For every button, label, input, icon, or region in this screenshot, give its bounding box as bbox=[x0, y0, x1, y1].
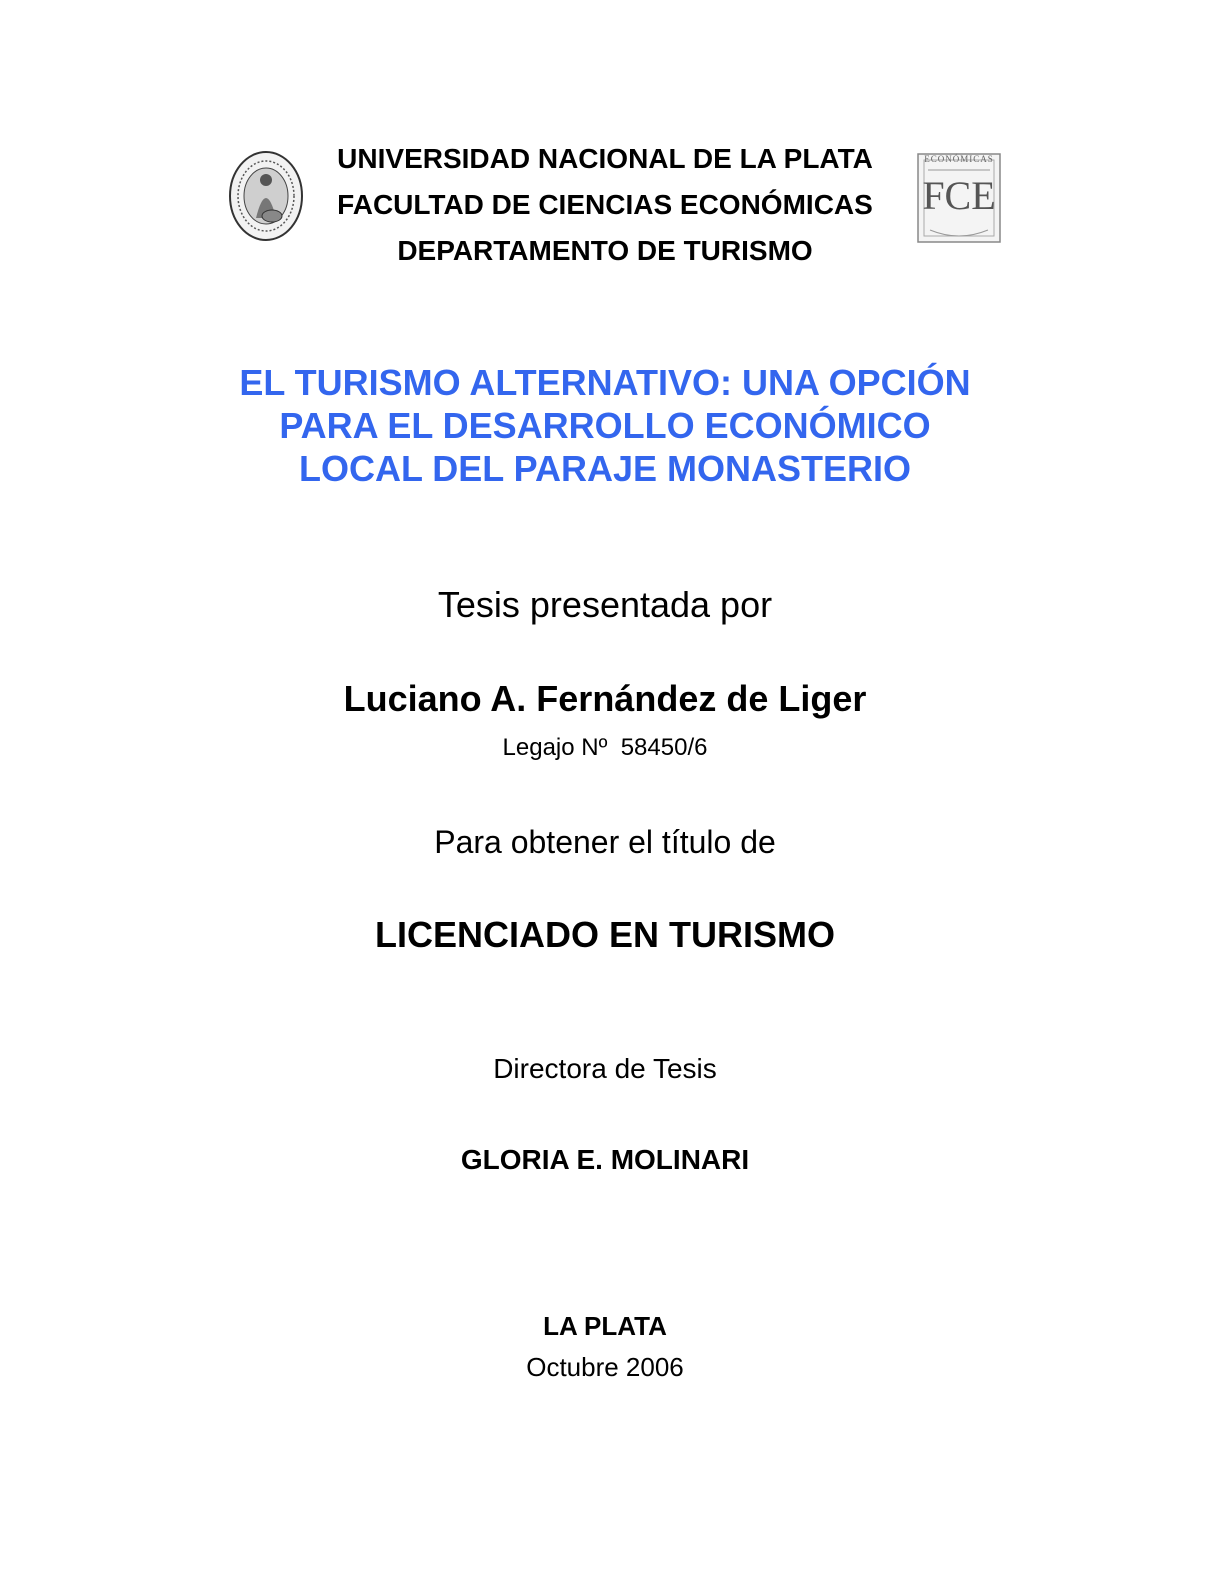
degree-title: LICENCIADO EN TURISMO bbox=[374, 914, 835, 955]
director-label: Directora de Tesis bbox=[493, 1053, 717, 1084]
thesis-title-line-2: PARA EL DESARROLLO ECONÓMICO bbox=[279, 405, 931, 446]
author-legajo: Legajo Nº 58450/6 bbox=[502, 734, 708, 761]
thesis-title-line-3: LOCAL DEL PARAJE MONASTERIO bbox=[298, 448, 912, 489]
university-name: UNIVERSIDAD NACIONAL DE LA PLATA bbox=[337, 143, 873, 174]
fce-logo-top-text: ECONÓMICAS bbox=[924, 154, 994, 164]
fce-logo-text: FCE bbox=[922, 173, 996, 218]
department-name: DEPARTAMENTO DE TURISMO bbox=[397, 235, 813, 266]
presented-by-label: Tesis presentada por bbox=[437, 584, 773, 625]
thesis-title-line-1: EL TURISMO ALTERNATIVO: UNA OPCIÓN bbox=[239, 362, 971, 403]
place: LA PLATA bbox=[543, 1311, 667, 1341]
director-name: GLORIA E. MOLINARI bbox=[460, 1144, 750, 1175]
author-name: Luciano A. Fernández de Liger bbox=[343, 678, 867, 719]
faculty-name: FACULTAD DE CIENCIAS ECONÓMICAS bbox=[337, 189, 873, 220]
degree-label: Para obtener el título de bbox=[434, 824, 776, 860]
date: Octubre 2006 bbox=[526, 1352, 684, 1382]
